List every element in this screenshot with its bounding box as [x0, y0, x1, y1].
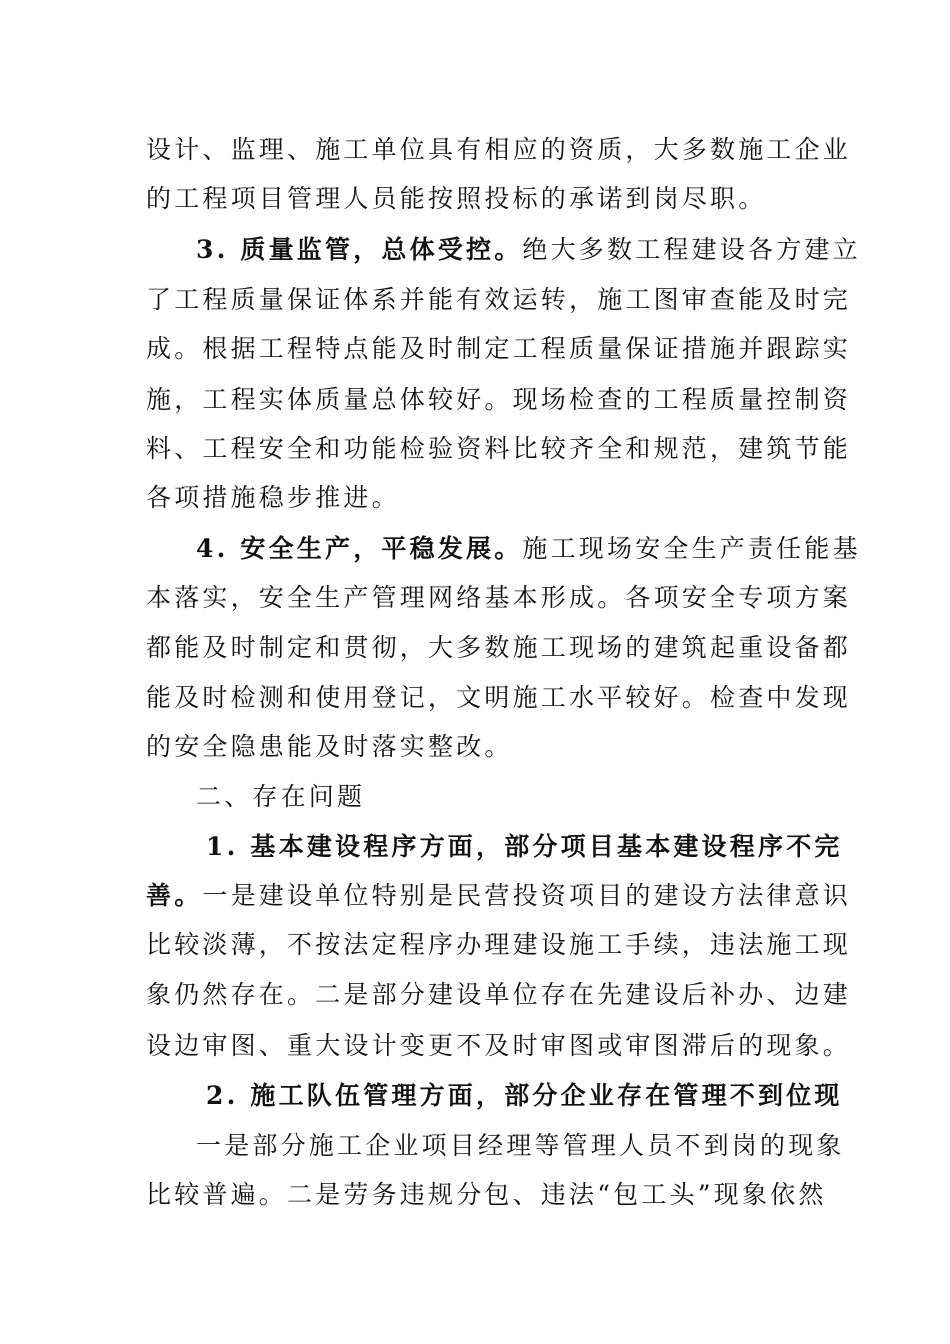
text-line: 本落实，安全生产管理网络基本形成。各项安全专项方案: [146, 583, 852, 612]
subheading-continuation: [146, 876, 852, 916]
text-line: 一是部分施工企业项目经理等管理人员不到岗的现象: [196, 1131, 845, 1160]
text-line: 比较淡薄，不按法定程序办理建设施工手续，违法施工现: [146, 930, 852, 959]
text-line: 各项措施稳步推进。: [146, 483, 400, 512]
text-line: 象仍然存在。二是部分建设单位存在先建设后补办、边建: [146, 980, 852, 1009]
text-line: 的工程项目管理人员能按照投标的承诺到岗尽职。: [146, 184, 767, 213]
subheading-line: [206, 827, 843, 867]
section-heading-line: [196, 529, 861, 569]
heading-text: 施工现场安全生产责任能基: [522, 534, 861, 563]
subheading-bold: 善。: [146, 881, 203, 910]
section-title: 二、存在问题: [196, 782, 366, 811]
text-line: 比较普遍。二是劳务违规分包、违法“包工头”现象依然: [146, 1180, 827, 1209]
text-line: 能及时检测和使用登记，文明施工水平较好。检查中发现: [146, 683, 852, 712]
text-line: 了工程质量保证体系并能有效运转，施工图审查能及时完: [146, 285, 852, 314]
text-line: 设计、监理、施工单位具有相应的资质，大多数施工企业: [146, 135, 852, 164]
subheading-bold: 1. 基本建设程序方面，部分项目基本建设程序不完: [206, 832, 843, 861]
heading-text: 绝大多数工程建设各方建立: [522, 235, 861, 264]
heading-bold: 3. 质量监管，总体受控。: [196, 235, 523, 264]
text-line: 设边审图、重大设计变更不及时审图或审图滞后的现象。: [146, 1031, 852, 1060]
subheading-line: [206, 1076, 843, 1116]
text-line: 料、工程安全和功能检验资料比较齐全和规范，建筑节能: [146, 434, 852, 463]
paragraph-text: 一是建设单位特别是民营投资项目的建设方法律意识: [202, 881, 852, 910]
text-line: 施，工程实体质量总体较好。现场检查的工程质量控制资: [146, 385, 852, 414]
section-heading-line: [196, 230, 861, 270]
subheading-bold: 2. 施工队伍管理方面，部分企业存在管理不到位现: [206, 1081, 843, 1110]
text-line: 的安全隐患能及时落实整改。: [146, 732, 513, 761]
heading-bold: 4. 安全生产，平稳发展。: [196, 534, 523, 563]
text-line: 成。根据工程特点能及时制定工程质量保证措施并跟踪实: [146, 334, 852, 363]
text-line: 都能及时制定和贯彻，大多数施工现场的建筑起重设备都: [146, 633, 852, 662]
